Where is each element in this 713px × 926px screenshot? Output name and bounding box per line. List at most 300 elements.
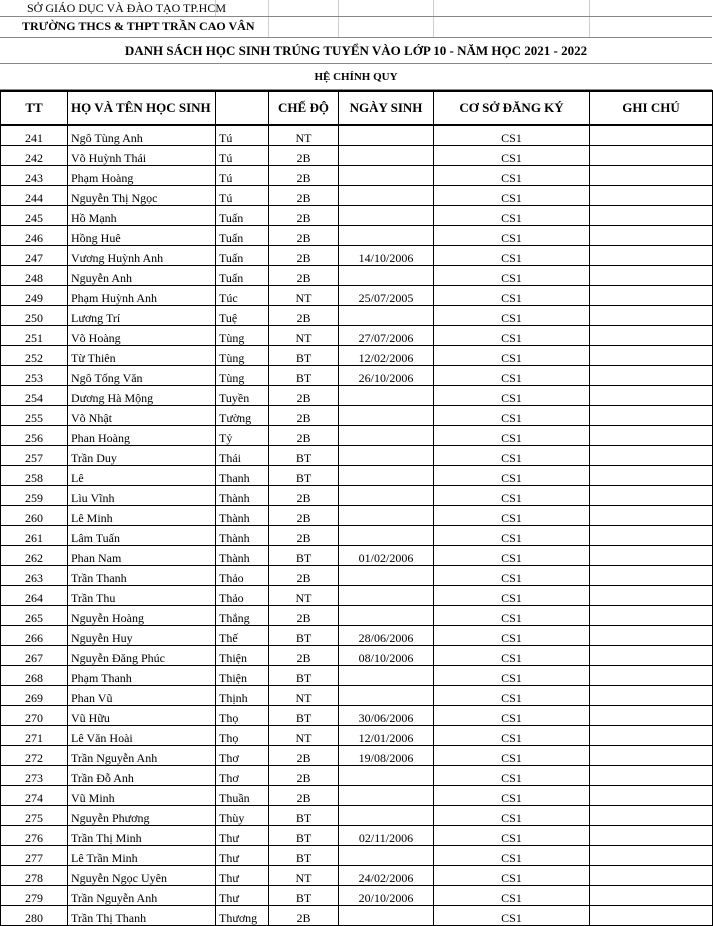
firstname-cell: Tú	[216, 166, 269, 186]
regime-cell: NT	[269, 866, 339, 886]
table-body	[1, 125, 713, 926]
birthdate-cell	[339, 466, 434, 486]
row-number: 260	[1, 506, 68, 526]
table-row	[1, 646, 713, 666]
surname-cell: Nguyễn Ngọc Uyên	[68, 866, 216, 886]
note-cell	[590, 746, 713, 766]
surname-cell: Trần Nguyễn Anh	[68, 746, 216, 766]
firstname-cell: Thắng	[216, 606, 269, 626]
regime-cell: 2B	[269, 746, 339, 766]
surname-cell: Lê Trần Minh	[68, 846, 216, 866]
regime-cell: 2B	[269, 246, 339, 266]
regime-cell: NT	[269, 125, 339, 146]
campus-cell: CS1	[434, 426, 590, 446]
surname-cell: Ngô Tùng Anh	[68, 125, 216, 146]
table-row	[1, 146, 713, 166]
note-cell	[590, 166, 713, 186]
table-row	[1, 486, 713, 506]
campus-cell: CS1	[434, 606, 590, 626]
note-cell	[590, 586, 713, 606]
table-row	[1, 726, 713, 746]
birthdate-cell: 24/02/2006	[339, 866, 434, 886]
firstname-cell: Tuấn	[216, 266, 269, 286]
campus-cell: CS1	[434, 586, 590, 606]
row-number: 254	[1, 386, 68, 406]
birthdate-cell	[339, 606, 434, 626]
note-cell	[590, 346, 713, 366]
row-number: 250	[1, 306, 68, 326]
birthdate-cell: 02/11/2006	[339, 826, 434, 846]
regime-cell: 2B	[269, 266, 339, 286]
regime-cell: 2B	[269, 486, 339, 506]
campus-cell: CS1	[434, 125, 590, 146]
campus-cell: CS1	[434, 286, 590, 306]
table-row	[1, 226, 713, 246]
row-number: 252	[1, 346, 68, 366]
surname-cell: Nguyễn Huy	[68, 626, 216, 646]
surname-cell: Trần Thanh	[68, 566, 216, 586]
note-cell	[590, 846, 713, 866]
regime-cell: BT	[269, 826, 339, 846]
regime-cell: NT	[269, 326, 339, 346]
firstname-cell: Thành	[216, 546, 269, 566]
surname-cell: Phan Nam	[68, 546, 216, 566]
row-number: 258	[1, 466, 68, 486]
regime-cell: BT	[269, 666, 339, 686]
surname-cell: Nguyễn Đăng Phúc	[68, 646, 216, 666]
birthdate-cell: 12/02/2006	[339, 346, 434, 366]
regime-cell: BT	[269, 546, 339, 566]
campus-cell: CS1	[434, 326, 590, 346]
table-row	[1, 846, 713, 866]
table-row	[1, 186, 713, 206]
col-header-regime: CHẾ ĐỘ	[269, 91, 339, 125]
note-cell	[590, 506, 713, 526]
note-cell	[590, 446, 713, 466]
row-number: 269	[1, 686, 68, 706]
note-cell	[590, 366, 713, 386]
table-row	[1, 346, 713, 366]
birthdate-cell: 25/07/2005	[339, 286, 434, 306]
table-row	[1, 806, 713, 826]
birthdate-cell: 30/06/2006	[339, 706, 434, 726]
birthdate-cell	[339, 306, 434, 326]
firstname-cell: Thư	[216, 866, 269, 886]
campus-cell: CS1	[434, 166, 590, 186]
table-row	[1, 386, 713, 406]
regime-cell: BT	[269, 886, 339, 906]
campus-cell: CS1	[434, 806, 590, 826]
row-number: 246	[1, 226, 68, 246]
surname-cell: Vương Huỳnh Anh	[68, 246, 216, 266]
campus-cell: CS1	[434, 686, 590, 706]
regime-cell: 2B	[269, 166, 339, 186]
note-cell	[590, 306, 713, 326]
surname-cell: Trần Nguyễn Anh	[68, 886, 216, 906]
regime-cell: BT	[269, 626, 339, 646]
surname-cell: Lương Trí	[68, 306, 216, 326]
campus-cell: CS1	[434, 726, 590, 746]
regime-cell: BT	[269, 346, 339, 366]
note-cell	[590, 606, 713, 626]
birthdate-cell	[339, 125, 434, 146]
campus-cell: CS1	[434, 346, 590, 366]
campus-cell: CS1	[434, 886, 590, 906]
table-row	[1, 606, 713, 626]
note-cell	[590, 266, 713, 286]
table-row	[1, 426, 713, 446]
regime-cell: 2B	[269, 146, 339, 166]
table-row	[1, 306, 713, 326]
regime-cell: 2B	[269, 506, 339, 526]
note-cell	[590, 206, 713, 226]
note-cell	[590, 626, 713, 646]
row-number: 272	[1, 746, 68, 766]
surname-cell: Phạm Huỳnh Anh	[68, 286, 216, 306]
col-header-name: HỌ VÀ TÊN HỌC SINH	[68, 91, 216, 125]
row-number: 261	[1, 526, 68, 546]
surname-cell: Trần Đỗ Anh	[68, 766, 216, 786]
col-header-note: GHI CHÚ	[590, 91, 713, 125]
regime-cell: 2B	[269, 426, 339, 446]
campus-cell: CS1	[434, 266, 590, 286]
note-cell	[590, 826, 713, 846]
row-number: 243	[1, 166, 68, 186]
campus-cell: CS1	[434, 626, 590, 646]
surname-cell: Từ Thiên	[68, 346, 216, 366]
surname-cell: Nguyễn Anh	[68, 266, 216, 286]
birthdate-cell: 12/01/2006	[339, 726, 434, 746]
firstname-cell: Tú	[216, 186, 269, 206]
campus-cell: CS1	[434, 746, 590, 766]
note-cell	[590, 706, 713, 726]
birthdate-cell: 20/10/2006	[339, 886, 434, 906]
row-number: 263	[1, 566, 68, 586]
firstname-cell: Thành	[216, 486, 269, 506]
row-number: 270	[1, 706, 68, 726]
table-row	[1, 766, 713, 786]
note-cell	[590, 486, 713, 506]
row-number: 244	[1, 186, 68, 206]
birthdate-cell	[339, 266, 434, 286]
table-row	[1, 246, 713, 266]
row-number: 278	[1, 866, 68, 886]
row-number: 249	[1, 286, 68, 306]
surname-cell: Lê Văn Hoài	[68, 726, 216, 746]
note-cell	[590, 526, 713, 546]
campus-cell: CS1	[434, 446, 590, 466]
table-row	[1, 446, 713, 466]
birthdate-cell	[339, 186, 434, 206]
table-row	[1, 125, 713, 146]
student-table	[0, 90, 713, 926]
surname-cell: Nguyễn Hoàng	[68, 606, 216, 626]
campus-cell: CS1	[434, 846, 590, 866]
firstname-cell: Thùy	[216, 806, 269, 826]
row-number: 248	[1, 266, 68, 286]
campus-cell: CS1	[434, 246, 590, 266]
row-number: 241	[1, 125, 68, 146]
table-row	[1, 706, 713, 726]
table-row	[1, 366, 713, 386]
table-row	[1, 886, 713, 906]
firstname-cell: Tuấn	[216, 246, 269, 266]
campus-cell: CS1	[434, 206, 590, 226]
regime-cell: 2B	[269, 226, 339, 246]
birthdate-cell	[339, 686, 434, 706]
firstname-cell: Tuấn	[216, 206, 269, 226]
birthdate-cell	[339, 666, 434, 686]
surname-cell: Võ Huỳnh Thái	[68, 146, 216, 166]
note-cell	[590, 786, 713, 806]
regime-cell: 2B	[269, 606, 339, 626]
birthdate-cell	[339, 566, 434, 586]
table-row	[1, 786, 713, 806]
campus-cell: CS1	[434, 466, 590, 486]
note-cell	[590, 125, 713, 146]
regime-cell: 2B	[269, 786, 339, 806]
table-row	[1, 866, 713, 886]
campus-cell: CS1	[434, 226, 590, 246]
title-row	[0, 38, 712, 64]
row-number: 259	[1, 486, 68, 506]
table-row	[1, 826, 713, 846]
firstname-cell: Thư	[216, 846, 269, 866]
campus-cell: CS1	[434, 486, 590, 506]
regime-cell: BT	[269, 806, 339, 826]
note-cell	[590, 426, 713, 446]
firstname-cell: Thọ	[216, 706, 269, 726]
firstname-cell: Thế	[216, 626, 269, 646]
row-number: 262	[1, 546, 68, 566]
campus-cell: CS1	[434, 786, 590, 806]
campus-cell: CS1	[434, 526, 590, 546]
firstname-cell: Thảo	[216, 566, 269, 586]
birthdate-cell	[339, 786, 434, 806]
col-header-campus: CƠ SỞ ĐĂNG KÝ	[434, 91, 590, 125]
table-row	[1, 506, 713, 526]
department-row	[0, 0, 712, 17]
surname-cell: Trần Duy	[68, 446, 216, 466]
document-subtitle: HỆ CHÍNH QUY	[314, 71, 398, 83]
table-row	[1, 406, 713, 426]
birthdate-cell	[339, 586, 434, 606]
note-cell	[590, 686, 713, 706]
note-cell	[590, 546, 713, 566]
table-row	[1, 526, 713, 546]
row-number: 247	[1, 246, 68, 266]
row-number: 253	[1, 366, 68, 386]
surname-cell: Phạm Hoàng	[68, 166, 216, 186]
campus-cell: CS1	[434, 406, 590, 426]
campus-cell: CS1	[434, 906, 590, 926]
row-number: 271	[1, 726, 68, 746]
note-cell	[590, 466, 713, 486]
firstname-cell: Tùng	[216, 326, 269, 346]
campus-cell: CS1	[434, 826, 590, 846]
regime-cell: NT	[269, 726, 339, 746]
surname-cell: Võ Hoàng	[68, 326, 216, 346]
birthdate-cell	[339, 766, 434, 786]
surname-cell: Lâm Tuấn	[68, 526, 216, 546]
firstname-cell: Thư	[216, 886, 269, 906]
note-cell	[590, 386, 713, 406]
birthdate-cell	[339, 226, 434, 246]
row-number: 257	[1, 446, 68, 466]
regime-cell: BT	[269, 446, 339, 466]
surname-cell: Trần Thị Minh	[68, 826, 216, 846]
table-row	[1, 166, 713, 186]
row-number: 255	[1, 406, 68, 426]
birthdate-cell	[339, 386, 434, 406]
campus-cell: CS1	[434, 666, 590, 686]
regime-cell: 2B	[269, 906, 339, 926]
note-cell	[590, 886, 713, 906]
surname-cell: Vũ Minh	[68, 786, 216, 806]
row-number: 251	[1, 326, 68, 346]
regime-cell: NT	[269, 586, 339, 606]
surname-cell: Hồ Mạnh	[68, 206, 216, 226]
subtitle-row	[0, 64, 712, 90]
birthdate-cell	[339, 146, 434, 166]
birthdate-cell	[339, 166, 434, 186]
birthdate-cell: 26/10/2006	[339, 366, 434, 386]
firstname-cell: Thư	[216, 826, 269, 846]
firstname-cell: Tỷ	[216, 426, 269, 446]
regime-cell: 2B	[269, 186, 339, 206]
row-number: 242	[1, 146, 68, 166]
col-header-tt: TT	[1, 91, 68, 125]
regime-cell: BT	[269, 706, 339, 726]
table-row	[1, 546, 713, 566]
campus-cell: CS1	[434, 506, 590, 526]
surname-cell: Phan Hoàng	[68, 426, 216, 446]
surname-cell: Nguyễn Thị Ngọc	[68, 186, 216, 206]
document-title: DANH SÁCH HỌC SINH TRÚNG TUYỂN VÀO LỚP 10 - NĂM HỌC 2021 - 2022	[124, 43, 588, 58]
regime-cell: NT	[269, 286, 339, 306]
firstname-cell: Thiện	[216, 646, 269, 666]
surname-cell: Trần Thu	[68, 586, 216, 606]
note-cell	[590, 806, 713, 826]
surname-cell: Hồng Huê	[68, 226, 216, 246]
firstname-cell: Thuần	[216, 786, 269, 806]
table-row	[1, 666, 713, 686]
table-row	[1, 586, 713, 606]
firstname-cell: Thương	[216, 906, 269, 926]
regime-cell: 2B	[269, 526, 339, 546]
col-header-firstname	[216, 91, 269, 125]
table-header-row	[1, 91, 713, 125]
note-cell	[590, 866, 713, 886]
row-number: 267	[1, 646, 68, 666]
note-cell	[590, 246, 713, 266]
note-cell	[590, 186, 713, 206]
regime-cell: BT	[269, 366, 339, 386]
birthdate-cell	[339, 486, 434, 506]
firstname-cell: Thọ	[216, 726, 269, 746]
note-cell	[590, 646, 713, 666]
school-name: TRƯỜNG THCS & THPT TRẦN CAO VÂN	[22, 19, 255, 33]
regime-cell: 2B	[269, 646, 339, 666]
firstname-cell: Tuệ	[216, 306, 269, 326]
firstname-cell: Thơ	[216, 766, 269, 786]
col-header-birthdate: NGÀY SINH	[339, 91, 434, 125]
row-number: 245	[1, 206, 68, 226]
surname-cell: Trần Thị Thanh	[68, 906, 216, 926]
campus-cell: CS1	[434, 386, 590, 406]
campus-cell: CS1	[434, 146, 590, 166]
surname-cell: Lìu Vĩnh	[68, 486, 216, 506]
regime-cell: 2B	[269, 306, 339, 326]
note-cell	[590, 226, 713, 246]
campus-cell: CS1	[434, 646, 590, 666]
table-row	[1, 626, 713, 646]
surname-cell: Dương Hà Mộng	[68, 386, 216, 406]
firstname-cell: Thành	[216, 526, 269, 546]
surname-cell: Phan Vũ	[68, 686, 216, 706]
table-row	[1, 466, 713, 486]
table-row	[1, 566, 713, 586]
note-cell	[590, 726, 713, 746]
table-row	[1, 746, 713, 766]
campus-cell: CS1	[434, 186, 590, 206]
row-number: 275	[1, 806, 68, 826]
firstname-cell: Tú	[216, 125, 269, 146]
regime-cell: BT	[269, 846, 339, 866]
row-number: 277	[1, 846, 68, 866]
birthdate-cell	[339, 526, 434, 546]
surname-cell: Vũ Hữu	[68, 706, 216, 726]
firstname-cell: Thịnh	[216, 686, 269, 706]
birthdate-cell	[339, 846, 434, 866]
campus-cell: CS1	[434, 566, 590, 586]
note-cell	[590, 566, 713, 586]
firstname-cell: Tường	[216, 406, 269, 426]
row-number: 276	[1, 826, 68, 846]
table-row	[1, 686, 713, 706]
campus-cell: CS1	[434, 866, 590, 886]
row-number: 280	[1, 906, 68, 926]
birthdate-cell	[339, 506, 434, 526]
note-cell	[590, 286, 713, 306]
firstname-cell: Thành	[216, 506, 269, 526]
firstname-cell: Tuấn	[216, 226, 269, 246]
note-cell	[590, 146, 713, 166]
table-row	[1, 206, 713, 226]
regime-cell: NT	[269, 686, 339, 706]
birthdate-cell: 14/10/2006	[339, 246, 434, 266]
row-number: 256	[1, 426, 68, 446]
firstname-cell: Thiện	[216, 666, 269, 686]
surname-cell: Phạm Thanh	[68, 666, 216, 686]
school-row	[0, 17, 712, 38]
note-cell	[590, 326, 713, 346]
campus-cell: CS1	[434, 306, 590, 326]
surname-cell: Lê	[68, 466, 216, 486]
row-number: 268	[1, 666, 68, 686]
table-row	[1, 266, 713, 286]
firstname-cell: Tuyền	[216, 386, 269, 406]
firstname-cell: Tú	[216, 146, 269, 166]
surname-cell: Lê Minh	[68, 506, 216, 526]
row-number: 266	[1, 626, 68, 646]
surname-cell: Ngô Tống Văn	[68, 366, 216, 386]
campus-cell: CS1	[434, 366, 590, 386]
regime-cell: 2B	[269, 766, 339, 786]
table-row	[1, 326, 713, 346]
firstname-cell: Thanh	[216, 466, 269, 486]
birthdate-cell: 01/02/2006	[339, 546, 434, 566]
